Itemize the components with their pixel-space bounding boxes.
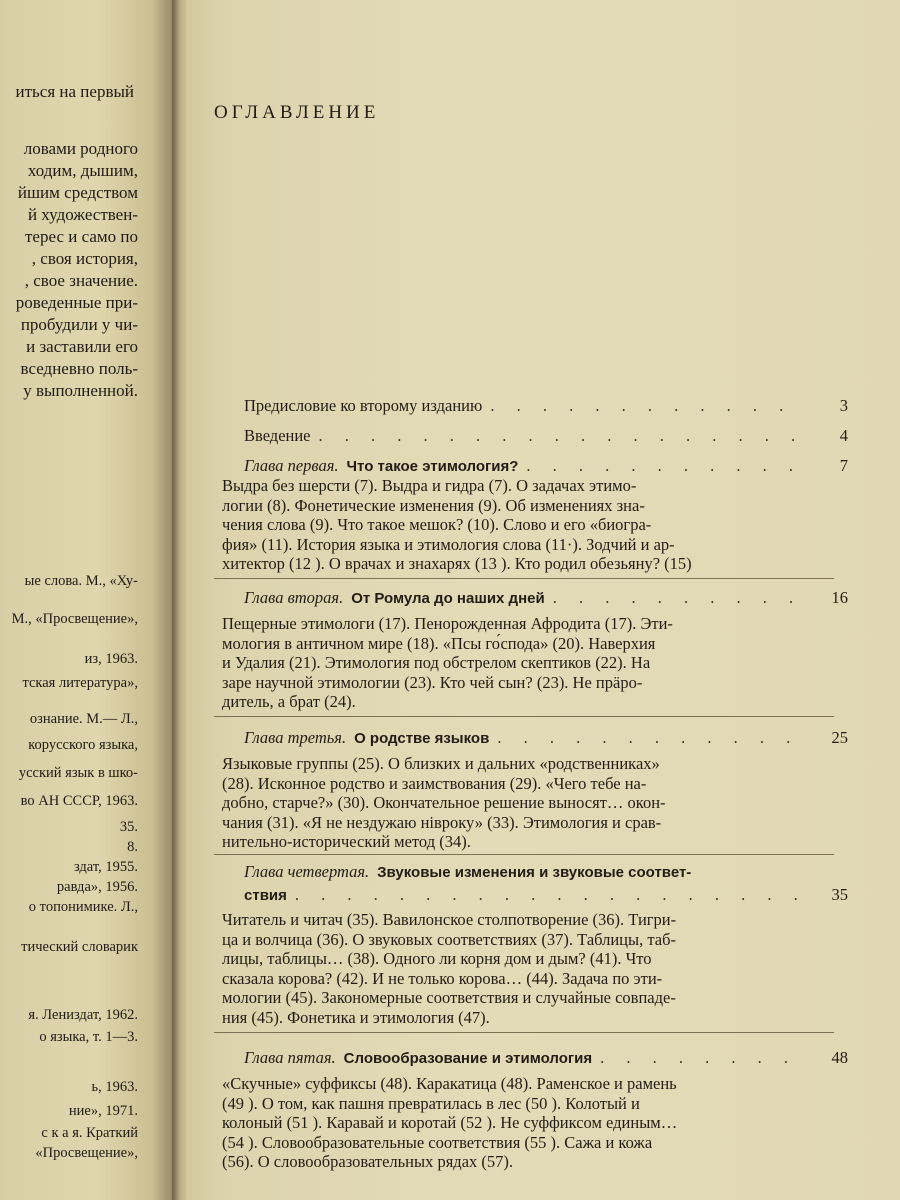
left-page-text-line: я. Лениздат, 1962. (28, 1007, 138, 1023)
subtopic-line: добно, старче?» (30). Окончательное решение выносят… окон- (222, 793, 666, 812)
toc-page-number: 35 (831, 885, 848, 904)
leader-dots (311, 426, 804, 446)
toc-entry-preface (244, 396, 848, 416)
chapter-title: От Ромула до наших дней (351, 590, 545, 607)
chapter-5-row (244, 1048, 848, 1068)
left-page-text-line: усский язык в шко- (18, 765, 138, 781)
toc-heading: ОГЛАВЛЕНИЕ (214, 102, 380, 123)
subtopic-line: чания (31). «Я не нездужаю нівроку» (33). Этимология и срав- (222, 812, 662, 832)
left-page-text-line: во АН СССР, 1963. (20, 793, 138, 809)
left-page-text-line: ние», 1971. (68, 1103, 138, 1119)
left-page-text-line: с к а я. Краткий (41, 1125, 138, 1141)
left-page-text-line: ые слова. М., «Ху- (24, 573, 138, 589)
toc-page-number: 3 (839, 396, 848, 415)
chapter-label: Глава четвертая. (244, 862, 370, 881)
left-page-text-line: терес и само по (25, 227, 138, 246)
subtopic-line: мологии (45). Закономерные соответствия и случайные совпаде- (222, 988, 676, 1007)
subtopic-line: Пещерные этимологи (17). Пенорожденная Афродита (17). Эти- (222, 614, 673, 633)
leader-dots (482, 396, 804, 416)
toc-entry-label: Предисловие ко второму изданию (244, 396, 483, 415)
subtopic-line: (49 ). О том, как пашня превратилась в лес (50 ). Колотый и (222, 1093, 640, 1113)
subtopic-line: заре научной этимологии (23). Кто чей сын? (23). Не прäро- (222, 672, 643, 692)
left-page-text-line: равда», 1956. (56, 879, 138, 895)
divider (214, 578, 834, 579)
left-page-text-line: о языка, т. 1—3. (39, 1029, 138, 1045)
left-page-text-line: иться на первый (15, 82, 134, 101)
subtopic-line: и Удалия (21). Этимология под обстрелом скептиков (22). На (222, 653, 651, 672)
subtopic-line: Выдра без шерсти (7). Выдра и гидра (7). О задачах этимо- (222, 476, 637, 495)
leader-dots (287, 885, 804, 905)
chapter-4-row-cont (244, 885, 848, 905)
left-page-text-line: здат, 1955. (73, 859, 138, 875)
subtopic-line: ца и волчица (36). О звуковых соответствиях (37). Таблицы, таб- (222, 929, 676, 949)
chapter-title: Звуковые изменения и звуковые соответ- (377, 864, 692, 881)
left-page-text-line: «Просвещение», (35, 1145, 138, 1161)
divider (214, 716, 834, 717)
subtopic-line: (56). О словообразовательных рядах (57). (222, 1152, 514, 1171)
chapter-label: Глава третья. (244, 728, 347, 747)
toc-page-number: 48 (831, 1048, 848, 1067)
subtopic-line: логии (8). Фонетические изменения (9). Об изменениях зна- (222, 495, 645, 515)
chapter-title: Словообразование и этимология (343, 1050, 593, 1067)
divider (214, 854, 834, 855)
chapter-title-continued: ствия (244, 887, 287, 904)
chapter-1-subtopics (222, 476, 822, 574)
left-page-text-line: вседневно поль- (20, 359, 138, 378)
toc-page-number: 4 (839, 426, 848, 445)
subtopic-line: лицы, таблицы… (38). Одного ли корня дом и дым? (41). Что (222, 949, 652, 968)
chapter-title: Что такое этимология? (346, 458, 519, 475)
toc-page-number: 25 (831, 728, 848, 747)
divider (214, 1032, 834, 1033)
chapter-3-row (244, 728, 848, 748)
left-page-text-line: из, 1963. (84, 651, 138, 667)
chapter-4-subtopics (222, 910, 822, 1027)
subtopic-line: дитель, а брат (24). (222, 692, 356, 711)
toc-entry-intro (244, 426, 848, 446)
chapter-2-row (244, 588, 848, 608)
chapter-1-row (244, 456, 848, 476)
left-page-text-line: о топонимике. Л., (28, 899, 138, 915)
left-page (0, 0, 178, 1200)
leader-dots (489, 728, 804, 748)
left-page-text-line: ходим, дышим, (27, 161, 138, 180)
chapter-title: О родстве языков (354, 730, 490, 747)
chapter-label: Глава пятая. (244, 1048, 336, 1067)
subtopic-line: мология в античном мире (18). «Псы го́спода» (20). Наверхия (222, 633, 656, 653)
toc-page-number: 16 (831, 588, 848, 607)
subtopic-line: Читатель и читач (35). Вавилонское столпотворение (36). Тигри- (222, 910, 677, 929)
chapter-3-subtopics (222, 754, 822, 852)
chapter-label: Глава вторая. (244, 588, 344, 607)
left-page-text-line: тская литература», (22, 675, 138, 691)
left-page-text-line: йшим средством (17, 183, 138, 202)
subtopic-line: «Скучные» суффиксы (48). Каракатица (48). Раменское и рамень (222, 1074, 677, 1093)
leader-dots (592, 1048, 804, 1068)
subtopic-line: ния (45). Фонетика и этимология (47). (222, 1007, 490, 1027)
toc-page-number: 7 (839, 456, 848, 475)
left-page-text-line: корусского языка, (28, 737, 138, 753)
chapter-5-subtopics (222, 1074, 822, 1172)
subtopic-line: хитектор (12 ). О врачах и знахарях (13 ). Кто родил обезьяну? (15) (222, 554, 692, 573)
subtopic-line: нительно-исторический метод (34). (222, 832, 471, 851)
left-page-text-line: ознание. М.— Л., (29, 711, 138, 727)
toc-entry-label: Введение (244, 426, 311, 445)
subtopic-line: колоный (51 ). Каравай и коротай (52 ). Не суффиксом единым… (222, 1113, 678, 1132)
subtopic-line: фия» (11). История языка и этимология слова (11·). Зодчий и ар- (222, 534, 675, 554)
leader-dots (545, 588, 804, 608)
chapter-label: Глава первая. (244, 456, 339, 475)
subtopic-line: Языковые группы (25). О близких и дальних «родственниках» (222, 754, 660, 773)
left-page-text-line: у выполненной. (23, 381, 138, 400)
leader-dots (518, 456, 804, 476)
chapter-2-subtopics (222, 614, 822, 712)
right-page (186, 0, 900, 1200)
left-page-text-line: 8. (127, 839, 138, 855)
left-page-text-line: тический словарик (21, 939, 138, 955)
left-page-text-line: роведенные при- (15, 293, 138, 312)
left-page-text-line: , своя история, (31, 249, 138, 268)
subtopic-line: сказала корова? (42). И не только корова… (44). Задача по эти- (222, 968, 663, 988)
left-page-text-line: ь, 1963. (91, 1079, 138, 1095)
chapter-4-row (244, 862, 824, 882)
left-page-text-line: й художествен- (27, 205, 138, 224)
left-page-text-line: , свое значение. (24, 271, 138, 290)
left-page-text-line: ловами родного (23, 139, 138, 158)
subtopic-line: чения слова (9). Что такое мешок? (10). Слово и его «биогра- (222, 515, 652, 534)
subtopic-line: (54 ). Словообразовательные соответствия (55 ). Сажа и кожа (222, 1132, 653, 1152)
left-page-text-line: 35. (119, 819, 138, 835)
subtopic-line: (28). Исконное родство и заимствования (29). «Чего тебе на- (222, 773, 647, 793)
left-page-text-line: М., «Просвещение», (11, 611, 138, 627)
left-page-text-line: и заставили его (26, 337, 138, 356)
left-page-text-line: пробудили у чи- (20, 315, 138, 334)
